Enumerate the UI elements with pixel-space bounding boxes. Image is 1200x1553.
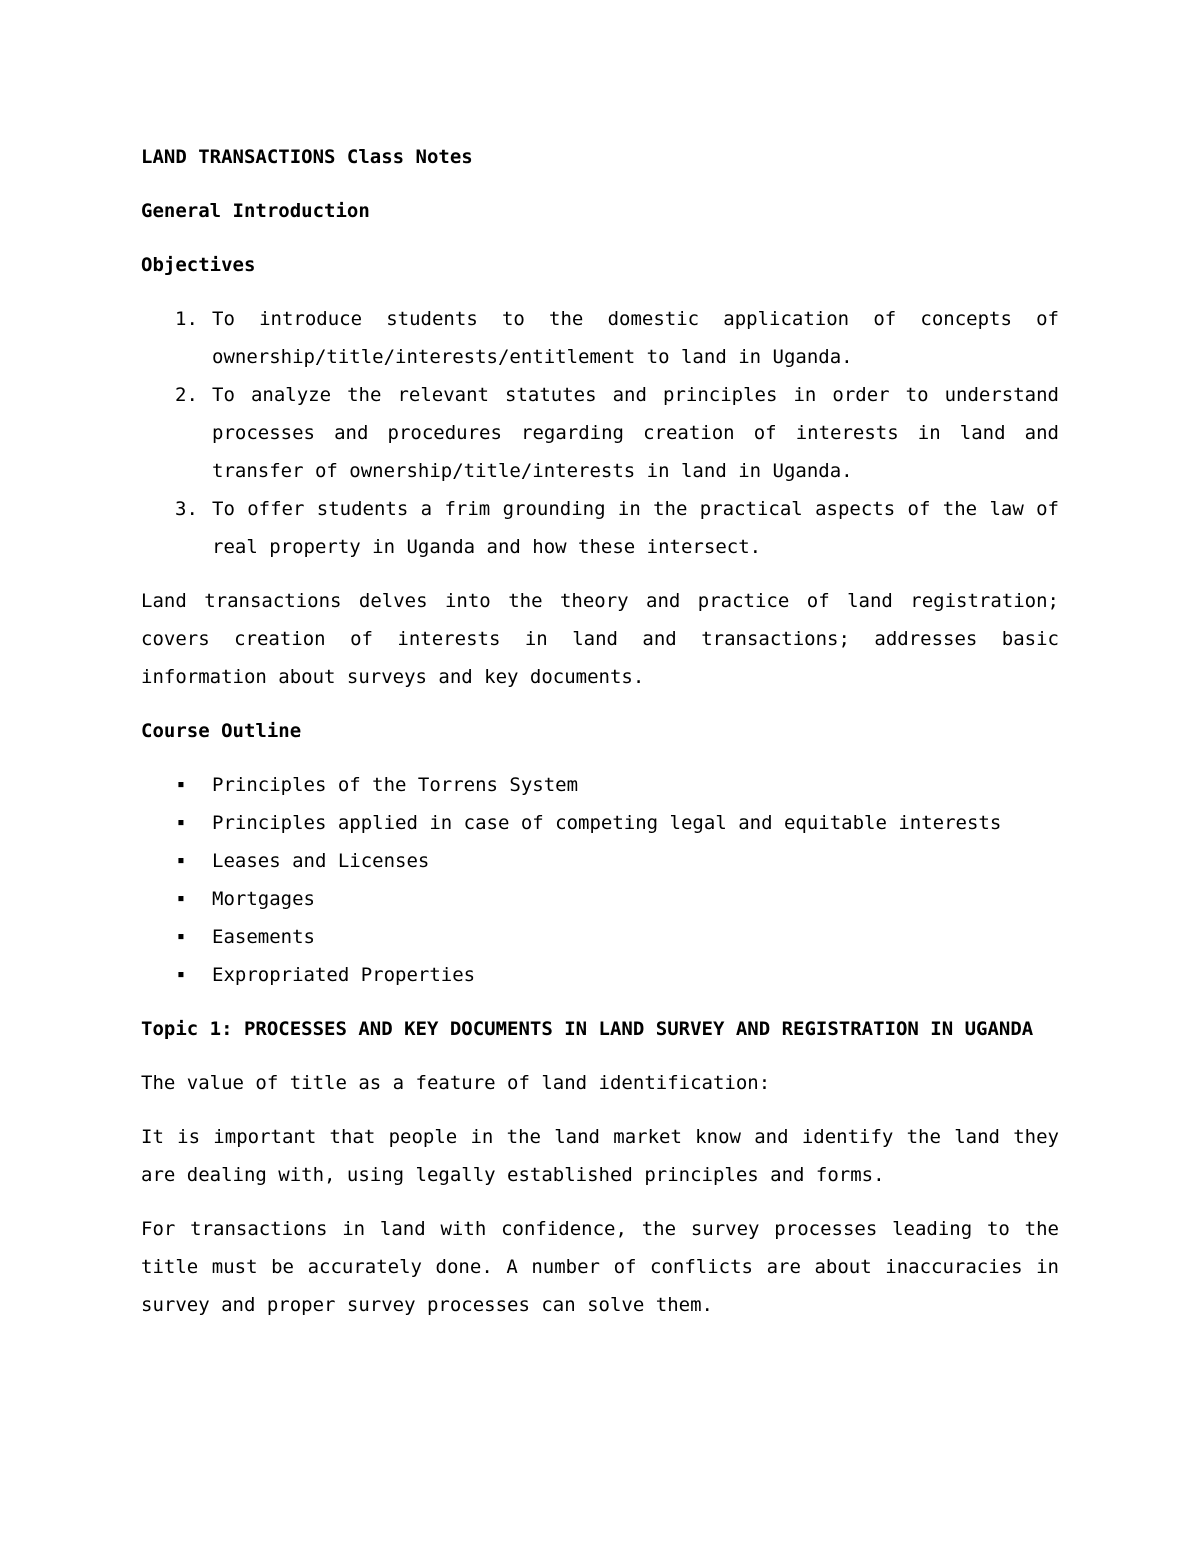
square-bullet-icon: ▪ [177,777,185,792]
square-bullet-icon: ▪ [177,853,185,868]
section-heading-objectives: Objectives [141,254,256,276]
paragraph-value-of-title: The value of title as a feature of land identification: [141,1072,771,1094]
list-item [141,376,1059,490]
list-item [141,300,1059,376]
list-item-text: To analyze the relevant statutes and principles in order to understand processes and procedures regarding creation of interests in land and transfer of ownership/title/interests in land in Uganda. [212,384,1059,482]
course-outline-list [141,766,1059,994]
objectives-list [141,300,1059,566]
list-item [141,956,1059,994]
document-title: LAND TRANSACTIONS Class Notes [141,146,473,168]
list-item [141,804,1059,842]
list-item-number: 1. [175,308,198,330]
list-item [141,766,1059,804]
section-heading-course-outline: Course Outline [141,720,302,742]
square-bullet-icon: ▪ [177,929,185,944]
list-item-text: Principles of the Torrens System [212,774,579,796]
paragraph-importance: It is important that people in the land market know and identify the land they are dealing with, using legally established principles and forms. [141,1126,1059,1186]
list-item [141,918,1059,956]
square-bullet-icon: ▪ [177,891,185,906]
list-item-number: 3. [175,498,198,520]
square-bullet-icon: ▪ [177,967,185,982]
topic-1-heading: Topic 1: PROCESSES AND KEY DOCUMENTS IN LAND SURVEY AND REGISTRATION IN UGANDA [141,1018,1034,1040]
list-item-text: Easements [212,926,315,948]
square-bullet-icon: ▪ [177,815,185,830]
list-item [141,880,1059,918]
list-item-text: Mortgages [212,888,315,910]
paragraph-transactions: For transactions in land with confidence, the survey processes leading to the title must be accurately done. A number of conflicts are about inaccuracies in survey and proper survey processes can solve them. [141,1218,1059,1316]
document-page [141,138,1059,1340]
list-item-text: Principles applied in case of competing legal and equitable interests [212,812,1002,834]
list-item [141,842,1059,880]
list-item-text: Expropriated Properties [212,964,476,986]
list-item [141,490,1059,566]
intro-paragraph: Land transactions delves into the theory and practice of land registration; covers creation of interests in land and transactions; addresses basic information about surveys and key documents. [141,590,1059,688]
list-item-number: 2. [175,384,198,406]
section-heading-general-introduction: General Introduction [141,200,370,222]
list-item-text: To introduce students to the domestic application of concepts of ownership/title/interests/entitlement to land in Uganda. [212,308,1059,368]
list-item-text: To offer students a frim grounding in the practical aspects of the law of real property in Uganda and how these intersect. [212,498,1059,558]
list-item-text: Leases and Licenses [212,850,430,872]
